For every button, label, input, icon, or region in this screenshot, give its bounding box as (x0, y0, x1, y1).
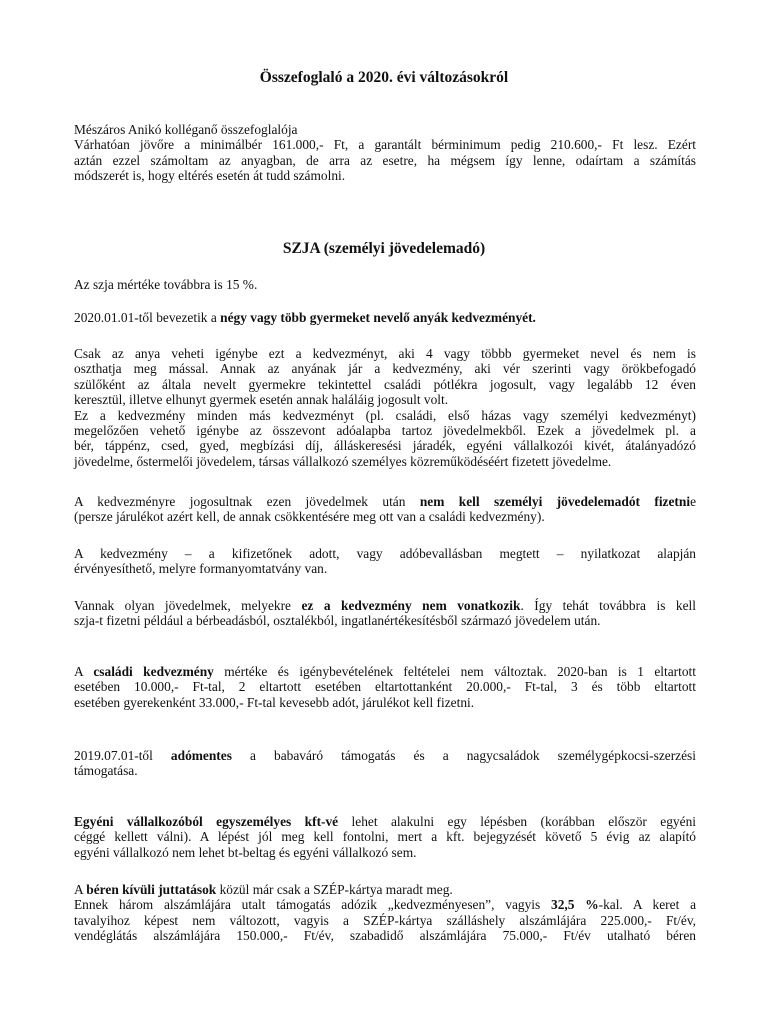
paragraph-line (74, 664, 696, 679)
szja-heading: SZJA (személyi jövedelemadó) (282, 240, 486, 257)
mothers-paragraph (74, 310, 696, 325)
text-run: A (74, 664, 94, 679)
text-run: e (690, 494, 697, 509)
text-run: -kal. A keret a (598, 897, 697, 913)
text-run: lehet alakulni egy lépésben (korábban először egyéni (338, 814, 696, 829)
paragraph-line: tavalyihoz képest nem változott, vagyis a SZÉP-kártya szálláshely alszámlájára 225.000,- Ft/év, (74, 912, 696, 928)
bold-run: ez a kedvezmény nem vonatkozik (301, 598, 521, 613)
paragraph-line: Csak az anya veheti igénybe ezt a kedvezményt, aki 4 vagy többb gyermeket nevel és nem is (74, 346, 696, 361)
text-run: mértéke és igénybevételének feltételei nem változtak. 2020-ban is 1 eltartott (213, 664, 696, 679)
paragraph-line: egyéni vállalkozó nem lehet bt-beltag és egyéni vállalkozó sem. (74, 844, 417, 860)
mothers-bold: négy vagy több gyermeket nevelő anyák kedvezményét. (220, 310, 536, 325)
bold-run: Egyéni vállalkozóból egyszemélyes kft-vé (74, 814, 339, 829)
eligibility-paragraph (74, 346, 696, 469)
paragraph-line: oszthatja meg mással. Annak az anyának jár a kedvezmény, aki vér szerinti vagy örökbefogadó (74, 361, 696, 377)
paragraph-line (74, 494, 696, 509)
paragraph-line: céggé kellett válni). A lépést jól meg kell fontolni, mert a kft. bejegyzését követő 5 évig az alapító (74, 829, 696, 845)
text-run: a babaváró támogatás és a nagycsaládok személygépkocsi-szerzési (231, 748, 696, 763)
bold-run: 32,5 % (551, 897, 599, 913)
text-run: . Így tehát továbbra is kell (520, 598, 696, 613)
text-run: 2019.07.01-től (74, 748, 171, 763)
paragraph-line (74, 882, 696, 897)
declaration-paragraph (74, 546, 696, 577)
paragraph-line: szja-t fizetni például a bérbeadásból, osztalékból, ingatlanértékesítésből származó jövedelem után. (74, 613, 601, 629)
rate-text: Az szja mértéke továbbra is 15 %. (74, 277, 258, 292)
intro-author: Mészáros Anikó kolléganő összefoglalója (74, 122, 298, 137)
text-run: Ennek három alszámlájára utalt támogatás adózik „kedvezményesen”, vagyis (74, 897, 551, 913)
exemption-paragraph (74, 494, 696, 525)
paragraph-line: (persze járulékot azért kell, de annak csökkentésére meg ott van a családi kedvezmény). (74, 509, 545, 525)
bold-run: nem kell személyi jövedelemadót fizetni (419, 494, 691, 509)
tax-free-paragraph (74, 748, 696, 779)
intro-line: aztán ezzel számoltam az anyagban, de arra az esetre, ha mégsem így lenne, odaírtam a számítás (74, 152, 696, 168)
paragraph-line: jövedelme, őstermelői jövedelem, társas vállalkozó személyes közreműködéséért fizetett jövedelme. (74, 453, 612, 469)
text-run: A kedvezményre jogosultnak ezen jövedelmek után (74, 494, 420, 509)
benefits-paragraph (74, 882, 696, 944)
paragraph-line: támogatása. (74, 763, 138, 779)
paragraph-line (74, 897, 696, 912)
bold-run: béren kívüli juttatások (86, 882, 217, 897)
intro-line: módszerét is, hogy eltérés esetén át tudd számolni. (74, 168, 346, 184)
mothers-text: 2020.01.01-től bevezetik a (74, 310, 221, 325)
intro-line: Várhatóan jövőre a minimálbér 161.000,- Ft, a garantált bérminimum pedig 210.600,- Ft lesz. Ezért (74, 137, 696, 153)
bold-run: adómentes (170, 748, 232, 763)
intro-paragraph (74, 122, 696, 184)
paragraph-line: esetében gyerekenként 33.000,- Ft-tal kevesebb adót, járulékot kell fizetni. (74, 694, 475, 710)
bold-run: családi kedvezmény (93, 664, 214, 679)
mothers-line (74, 310, 696, 325)
paragraph-line (74, 598, 696, 613)
paragraph-line (74, 748, 696, 763)
paragraph-line: A kedvezmény – a kifizetőnek adott, vagy adóbevallásban megtett – nyilatkozat alapján (74, 546, 696, 561)
family-allowance-paragraph (74, 664, 696, 710)
paragraph-line (74, 814, 696, 829)
exclusions-paragraph (74, 598, 696, 629)
rate-paragraph (74, 277, 696, 292)
kft-paragraph (74, 814, 696, 860)
paragraph-line: keresztül, illetve elhunyt gyermek esetén annak haláláig jogosult volt. (74, 392, 449, 408)
text-run: Vannak olyan jövedelmek, melyekre (74, 598, 302, 613)
paragraph-line: megelőzően vehető igénybe az összevont adóalapba tartoz jövedelmekből. Ezek a jövedelmek pl. a (74, 423, 696, 439)
paragraph-line: Ez a kedvezmény minden más kedvezményt (pl. családi, első házas vagy személyi kedvezményt) (74, 407, 696, 423)
text-run: közül már csak a SZÉP-kártya maradt meg. (216, 882, 453, 897)
paragraph-line: bér, táppénz, csed, gyed, megbízási díj, álláskeresési járadék, egyéni vállalkozói kivét, átalányadózó (74, 438, 696, 454)
text-run: A (74, 882, 87, 897)
document-title: Összefoglaló a 2020. évi változásokról (259, 69, 509, 86)
paragraph-line: esetében 10.000,- Ft-tal, 2 eltartott esetében eltartottanként 20.000,- Ft-tal, 3 és több eltartott (74, 679, 696, 695)
paragraph-line: érvényesíthető, melyre formanyomtatvány van. (74, 561, 328, 577)
paragraph-line: vendéglátás alszámlájára 150.000,- Ft/év, szabadidő alszámlájára 75.000,- Ft/év utalható béren (74, 928, 696, 944)
paragraph-line: szülőként az általa nevelt gyermekre tekintettel családi pótlékra jogosult, vagy legalább 12 éven (74, 376, 696, 392)
